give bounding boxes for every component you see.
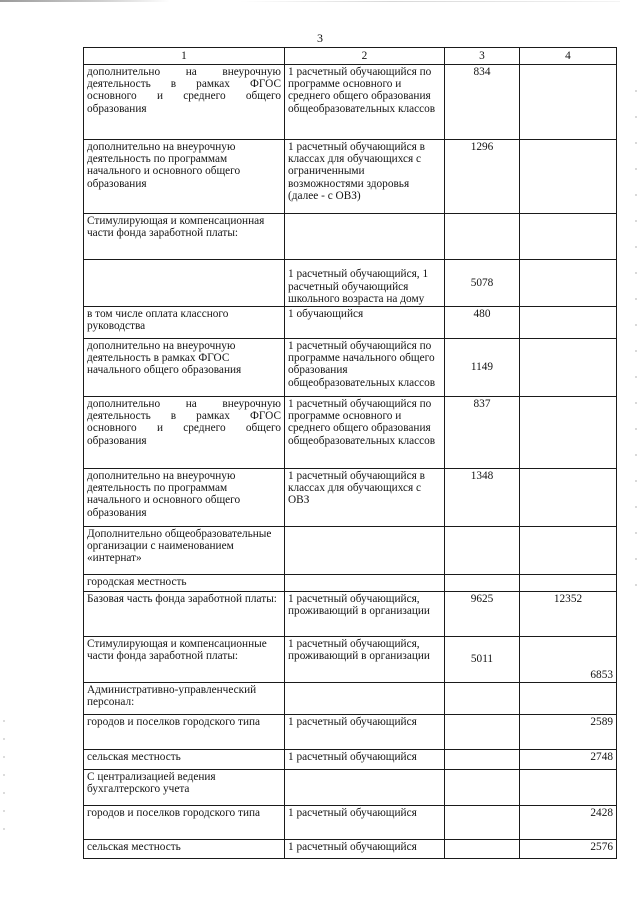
cell-activity: Стимулирующая и компенсационные части фонда заработной платы: <box>84 637 285 683</box>
cell-unit <box>285 214 445 260</box>
cell-norm-alt: 2576 <box>520 840 617 859</box>
cell-unit: 1 расчетный обучающийся, проживающий в организации <box>285 592 445 637</box>
table-row <box>84 683 617 715</box>
cell-norm <box>445 575 520 592</box>
table-row <box>84 397 617 469</box>
cell-unit: 1 расчетный обучающийся <box>285 715 445 750</box>
cell-activity: Стимулирующая и компенсационная части фонда заработной платы: <box>84 214 285 260</box>
table-row <box>84 770 617 806</box>
table-row <box>84 840 617 859</box>
cell-activity: городов и поселков городского типа <box>84 715 285 750</box>
cell-norm <box>445 715 520 750</box>
table-row <box>84 307 617 339</box>
cell-norm <box>445 840 520 859</box>
cell-activity: дополнительно на внеурочную деятельность по программам начального и основного общего образования <box>84 140 285 214</box>
scan-margin-dots-left <box>3 720 5 840</box>
cell-unit <box>285 683 445 715</box>
cell-norm-alt: 12352 <box>520 592 617 637</box>
cell-unit: 1 расчетный обучающийся, проживающий в организации <box>285 637 445 683</box>
cell-activity: дополнительно на внеурочную деятельность в рамках ФГОС основного и среднего общего образования <box>84 397 285 469</box>
cell-norm-alt <box>520 469 617 527</box>
cell-norm: 1149 <box>445 339 520 397</box>
cell-norm-alt <box>520 770 617 806</box>
cell-norm-alt <box>520 214 617 260</box>
cell-norm: 834 <box>445 65 520 140</box>
cell-norm <box>445 806 520 840</box>
cell-norm: 837 <box>445 397 520 469</box>
cell-norm <box>445 214 520 260</box>
cell-activity: сельская местность <box>84 840 285 859</box>
column-header: 1 <box>84 48 285 65</box>
cell-unit: 1 расчетный обучающийся в классах для обучающихся с ОВЗ <box>285 469 445 527</box>
column-header: 2 <box>285 48 445 65</box>
column-header: 3 <box>445 48 520 65</box>
table-row <box>84 140 617 214</box>
cell-activity: Базовая часть фонда заработной платы: <box>84 592 285 637</box>
cell-norm: 9625 <box>445 592 520 637</box>
cell-norm: 480 <box>445 307 520 339</box>
cell-activity <box>84 260 285 307</box>
table-row <box>84 339 617 397</box>
cell-unit: 1 расчетный обучающийся по программе начального общего образования общеобразовательных классов <box>285 339 445 397</box>
cell-norm-alt: 6853 <box>520 637 617 683</box>
page-number: 3 <box>317 31 323 45</box>
cell-activity: дополнительно на внеурочную деятельность в рамках ФГОС основного и среднего общего образования <box>84 65 285 140</box>
cell-unit: 1 расчетный обучающийся по программе основного и среднего общего образования общеобразовательных классов <box>285 397 445 469</box>
table-row <box>84 65 617 140</box>
cell-unit <box>285 575 445 592</box>
cell-unit: 1 расчетный обучающийся в классах для обучающихся с ограниченными возможностями здоровья (далее - с ОВЗ) <box>285 140 445 214</box>
scan-margin-dots <box>635 90 637 610</box>
cell-norm-alt <box>520 140 617 214</box>
table-row <box>84 527 617 575</box>
table-row <box>84 715 617 750</box>
cell-unit <box>285 770 445 806</box>
cell-norm-alt <box>520 307 617 339</box>
table-row <box>84 592 617 637</box>
cell-activity: Дополнительно общеобразовательные организации с наименованием «интернат» <box>84 527 285 575</box>
table-row <box>84 575 617 592</box>
funding-norms-table <box>83 47 617 859</box>
cell-unit: 1 расчетный обучающийся <box>285 750 445 770</box>
table-header-row <box>84 48 617 65</box>
cell-norm-alt: 2428 <box>520 806 617 840</box>
cell-norm: 1348 <box>445 469 520 527</box>
cell-norm-alt <box>520 339 617 397</box>
cell-norm-alt <box>520 575 617 592</box>
cell-activity: Административно-управленческий персонал: <box>84 683 285 715</box>
cell-unit: 1 расчетный обучающийся <box>285 806 445 840</box>
table-row <box>84 469 617 527</box>
cell-unit: 1 обучающийся <box>285 307 445 339</box>
cell-norm-alt <box>520 397 617 469</box>
cell-activity: сельская местность <box>84 750 285 770</box>
cell-activity: дополнительно на внеурочную деятельность в рамках ФГОС начального общего образования <box>84 339 285 397</box>
table-row <box>84 750 617 770</box>
cell-norm-alt: 2589 <box>520 715 617 750</box>
cell-activity: С централизацией ведения бухгалтерского учета <box>84 770 285 806</box>
cell-norm <box>445 683 520 715</box>
cell-norm-alt <box>520 260 617 307</box>
table-row <box>84 260 617 307</box>
table-row <box>84 214 617 260</box>
cell-norm: 5078 <box>445 260 520 307</box>
cell-norm <box>445 527 520 575</box>
table-row <box>84 637 617 683</box>
cell-activity: городов и поселков городского типа <box>84 806 285 840</box>
cell-unit: 1 расчетный обучающийся, 1 расчетный обучающийся школьного возраста на дому <box>285 260 445 307</box>
cell-activity: в том числе оплата классного руководства <box>84 307 285 339</box>
cell-norm-alt <box>520 527 617 575</box>
table-row <box>84 806 617 840</box>
column-header: 4 <box>520 48 617 65</box>
cell-unit: 1 расчетный обучающийся по программе основного и среднего общего образования общеобразовательных классов <box>285 65 445 140</box>
scan-edge-mark <box>0 0 170 2</box>
cell-norm-alt: 2748 <box>520 750 617 770</box>
cell-unit <box>285 527 445 575</box>
cell-activity: городская местность <box>84 575 285 592</box>
cell-activity: дополнительно на внеурочную деятельность по программам начального и основного общего образования <box>84 469 285 527</box>
scan-edge-mark-faint <box>240 1 620 2</box>
cell-norm <box>445 750 520 770</box>
cell-norm: 5011 <box>445 637 520 683</box>
cell-norm-alt <box>520 683 617 715</box>
cell-norm: 1296 <box>445 140 520 214</box>
cell-unit: 1 расчетный обучающийся <box>285 840 445 859</box>
cell-norm <box>445 770 520 806</box>
cell-norm-alt <box>520 65 617 140</box>
